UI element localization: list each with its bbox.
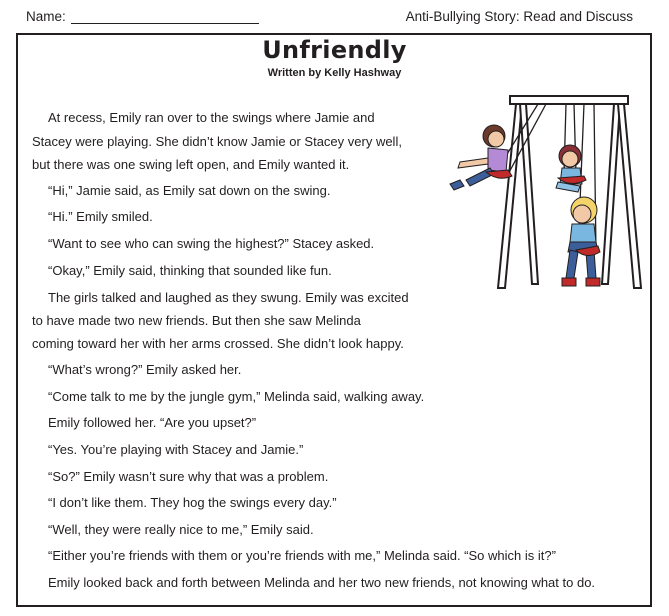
- story-line: coming toward her with her arms crossed. She didn’t look happy.: [32, 336, 404, 351]
- story-line: but there was one swing left open, and Emily wanted it.: [32, 157, 350, 172]
- story-line: to have made two new friends. But then she saw Melinda: [32, 313, 361, 328]
- story-line: “Well, they were really nice to me,” Emily said.: [48, 522, 314, 537]
- story-line: “Okay,” Emily said, thinking that sounded like fun.: [48, 263, 332, 278]
- story-line: “What’s wrong?” Emily asked her.: [48, 362, 242, 377]
- story-line: “Come talk to me by the jungle gym,” Melinda said, walking away.: [48, 389, 425, 404]
- story-line: “Hi.” Emily smiled.: [48, 209, 153, 224]
- name-label: Name:: [26, 9, 66, 24]
- story-line: “Want to see who can swing the highest?” Stacey asked.: [48, 236, 375, 251]
- name-blank-line[interactable]: [71, 23, 259, 24]
- swing-set-illustration: [430, 92, 650, 304]
- story-line: “Either you’re friends with them or you’re friends with me,” Melinda said. “So which is it?”: [48, 548, 556, 563]
- story-line: At recess, Emily ran over to the swings where Jamie and: [48, 110, 375, 125]
- story-byline: Written by Kelly Hashway: [267, 67, 402, 79]
- story-line: Stacey were playing. She didn’t know Jamie or Stacey very well,: [32, 134, 402, 149]
- story-line: “Hi,” Jamie said, as Emily sat down on the swing.: [48, 183, 331, 198]
- story-line: “So?” Emily wasn’t sure why that was a problem.: [48, 469, 329, 484]
- story-line: “I don’t like them. They hog the swings every day.”: [48, 495, 337, 510]
- story-line: Emily followed her. “Are you upset?”: [48, 415, 257, 430]
- story-line: “Yes. You’re playing with Stacey and Jamie.”: [48, 442, 304, 457]
- story-line: The girls talked and laughed as they swung. Emily was excited: [48, 290, 409, 305]
- story-line: Emily looked back and forth between Melinda and her two new friends, not knowing what to do.: [48, 575, 596, 590]
- worksheet-subject: Anti-Bullying Story: Read and Discuss: [405, 9, 633, 24]
- story-title: Unfriendly: [262, 36, 407, 64]
